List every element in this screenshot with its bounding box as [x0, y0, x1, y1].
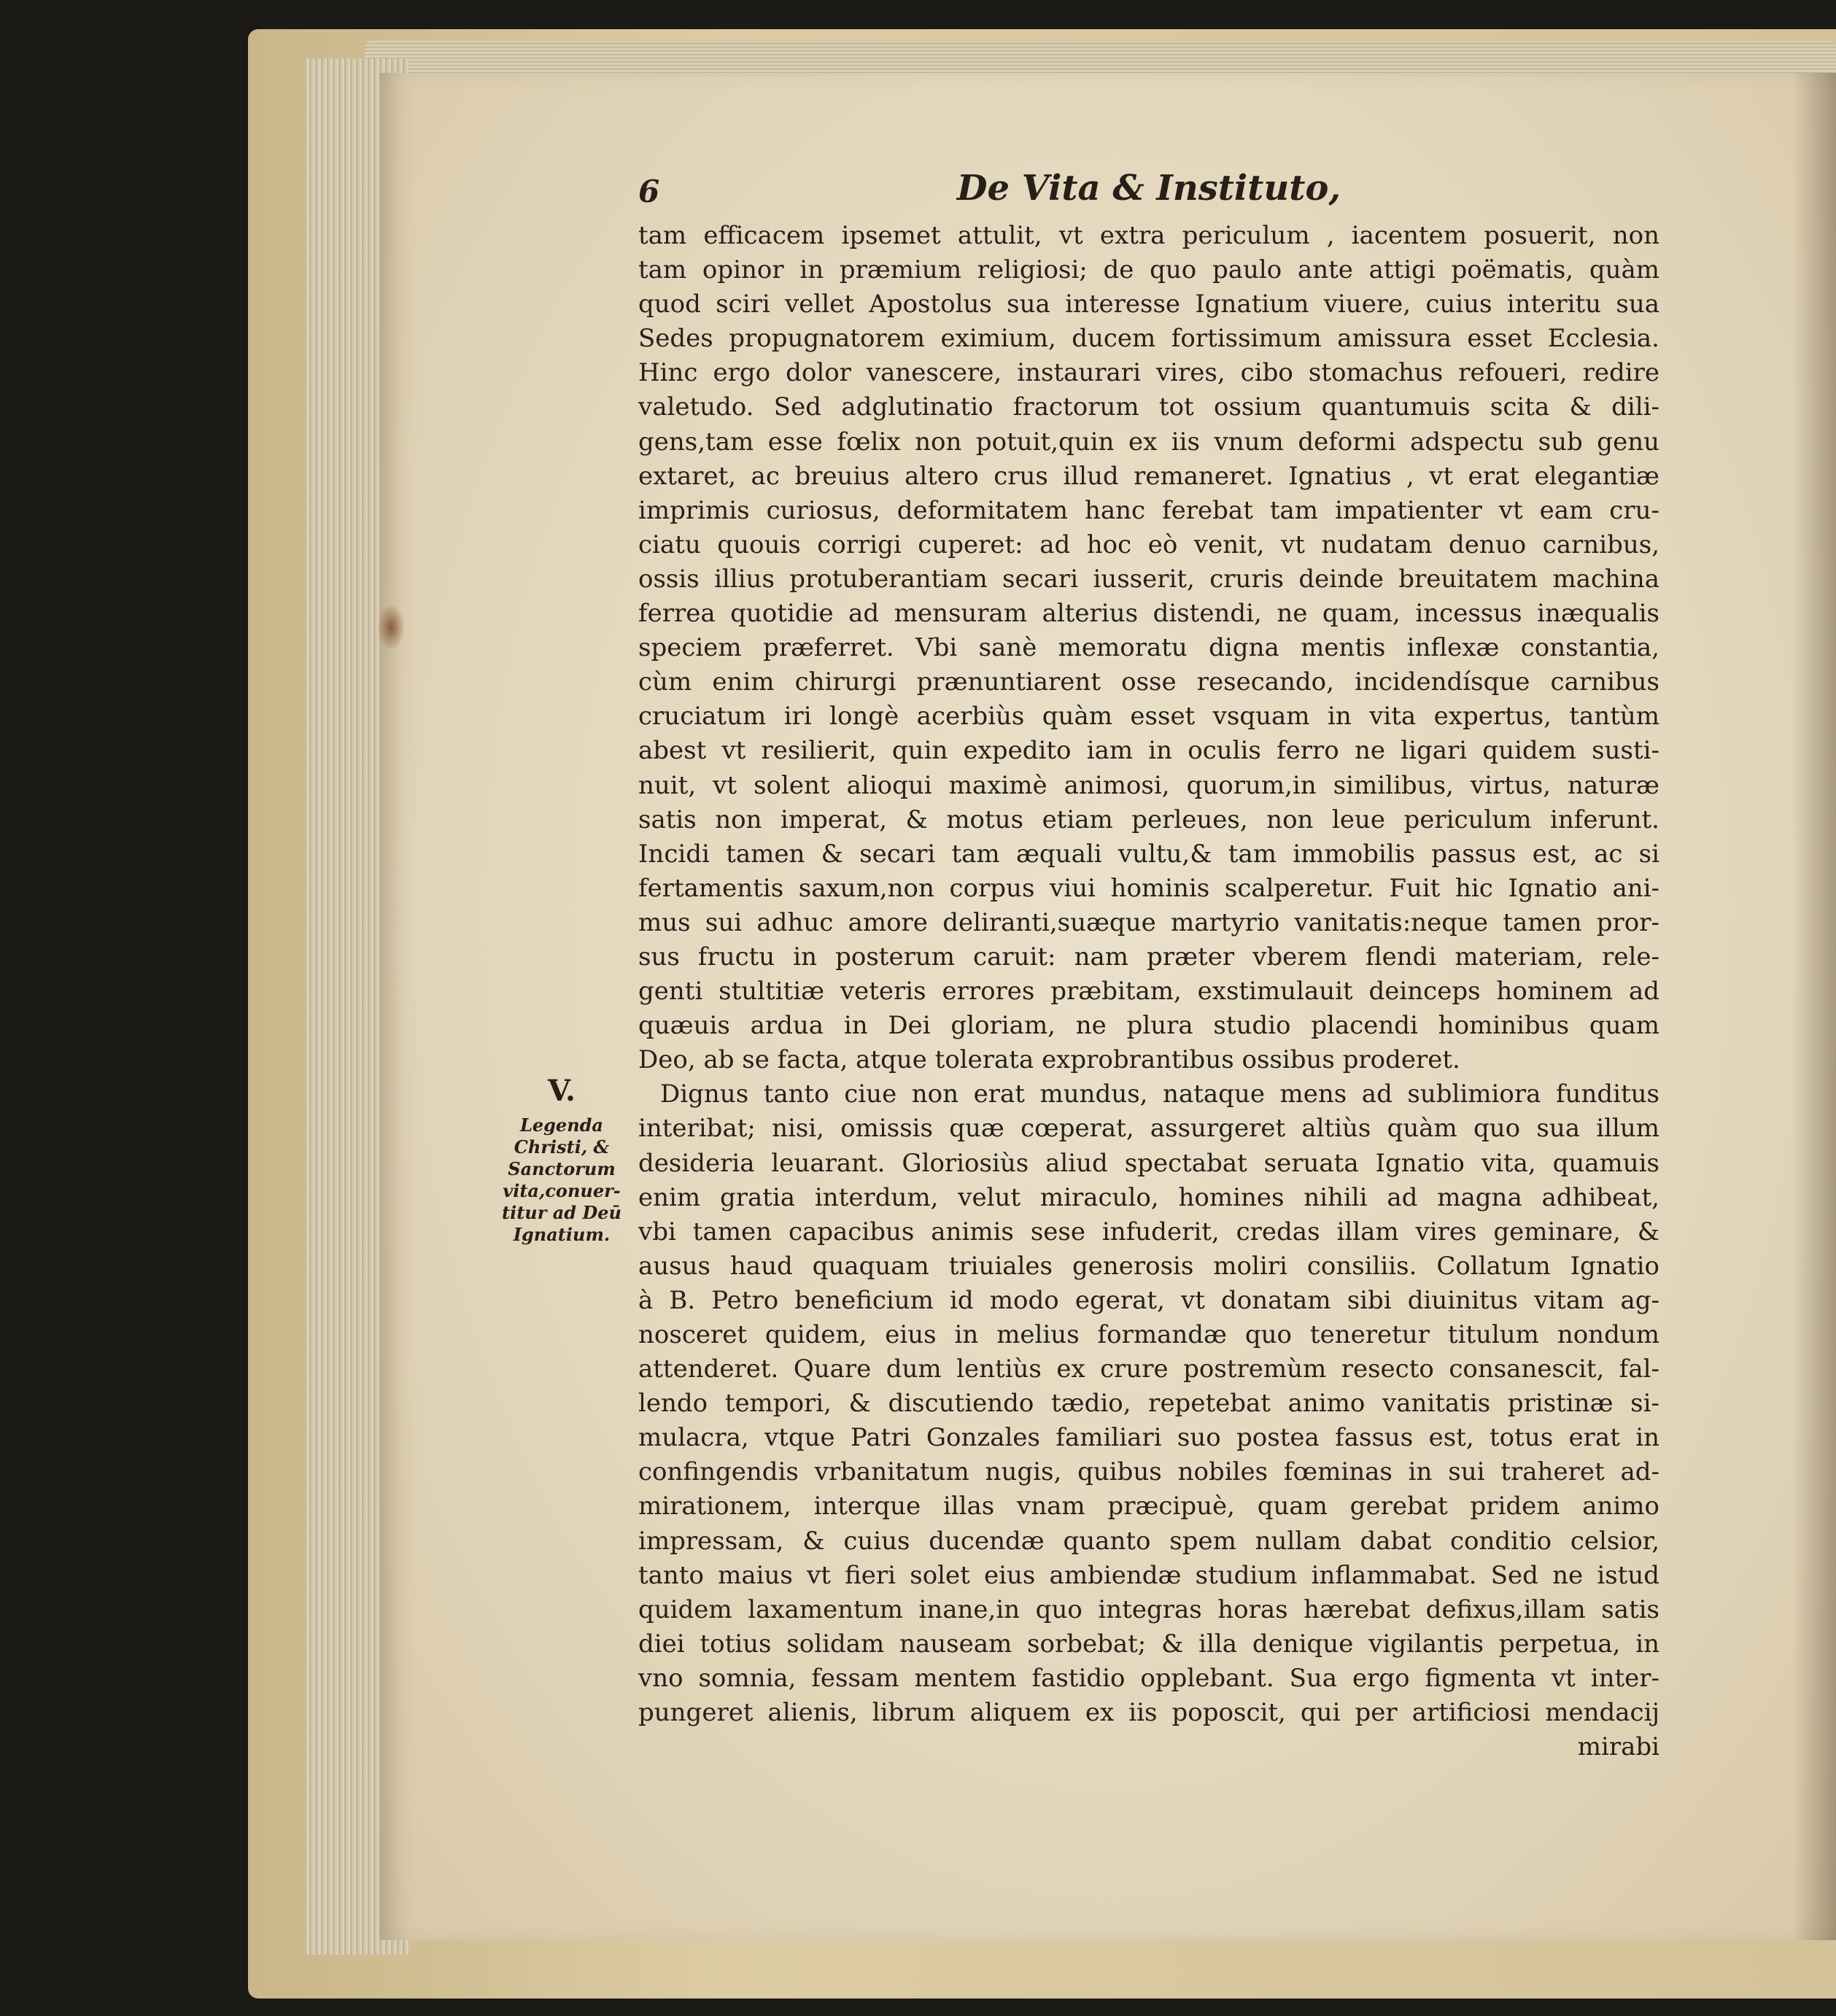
text-line: enim gratia interdum, velut miraculo, homines nihili ad magna adhibeat,: [638, 1182, 1659, 1212]
text-line: tanto maius vt fieri solet eius ambiendæ studium inflammabat. Sed ne istud: [638, 1560, 1659, 1590]
running-title: De Vita & Instituto,: [956, 168, 1341, 209]
text-line: speciem præferret. Vbi sanè memoratu digna mentis inflexæ constantia,: [638, 633, 1659, 663]
text-line: mirationem, interque illas vnam præcipuè, quam gerebat pridem animo: [638, 1492, 1659, 1521]
text-line: ausus haud quaquam triuiales generosis moliri consiliis. Collatum Ignatio: [638, 1251, 1659, 1281]
text-line: quod sciri vellet Apostolus sua interesse Ignatium viuere, cuius interitu sua: [638, 290, 1659, 319]
marginal-line: Christi, &: [514, 1136, 610, 1158]
text-line: ossis illius protuberantiam secari iusserit, cruris deinde breuitatem machina: [638, 564, 1659, 594]
text-line: à B. Petro beneficium id modo egerat, vt donatam sibi diuinitus vitam ag-: [638, 1285, 1659, 1315]
marginal-note: [492, 1072, 631, 1246]
text-line: quidem laxamentum inane,in quo integras horas hærebat defixus,illam satis: [638, 1594, 1659, 1624]
text-line: quæuis ardua in Dei gloriam, ne plura studio placendi hominibus quam: [638, 1011, 1659, 1041]
text-line: sus fructu in posterum caruit: nam præter vberem flendi materiam, rele-: [638, 942, 1659, 972]
text-line: diei totius solidam nauseam sorbebat; & illa denique vigilantis perpetua, in: [638, 1629, 1659, 1659]
text-line: cùm enim chirurgi prænuntiarent osse resecando, incidendísque carnibus: [638, 667, 1659, 697]
page-number: 6: [638, 174, 660, 209]
text-line: ferrea quotidie ad mensuram alterius distendi, ne quam, incessus inæqualis: [638, 599, 1659, 629]
running-head: [638, 160, 1659, 219]
marginal-line: vita,conuer-: [503, 1180, 621, 1201]
stain-mark: [378, 605, 404, 649]
marginal-note-text: [492, 1114, 631, 1246]
text-line: pungeret alienis, librum aliquem ex iis poposcit, qui per artificiosi mendacij: [638, 1698, 1659, 1728]
text-line: Incidi tamen & secari tam æquali vultu,& tam immobilis passus est, ac si: [638, 839, 1659, 869]
text-line: abest vt resilierit, quin expedito iam in oculis ferro ne ligari quidem susti-: [638, 736, 1659, 766]
text-line: Deo, ab se facta, atque tolerata exprobrantibus ossibus proderet.: [638, 1045, 1460, 1075]
catchword: mirabi: [1577, 1732, 1659, 1762]
marginal-line: Legenda: [520, 1114, 603, 1136]
text-line: extaret, ac breuius altero crus illud remaneret. Ignatius , vt erat elegantiæ: [638, 461, 1659, 491]
text-line: Dignus tanto ciue non erat mundus, nataque mens ad sublimiora funditus: [660, 1079, 1659, 1109]
text-line: vbi tamen capacibus animis sese infuderit, credas illam vires geminare, &: [638, 1217, 1659, 1247]
text-line: lendo tempori, & discutiendo tædio, repetebat animo vanitatis pristinæ si-: [638, 1389, 1659, 1419]
book-page: [379, 73, 1836, 1940]
text-line: Sedes propugnatorem eximium, ducem fortissimum amissura esset Ecclesia.: [638, 324, 1659, 354]
text-line: impressam, & cuius ducendæ quanto spem nullam dabat conditio celsior,: [638, 1526, 1659, 1556]
marginal-line: Sanctorum: [508, 1158, 616, 1179]
text-line: ciatu quouis corrigi cuperet: ad hoc eò venit, vt nudatam denuo carnibus,: [638, 530, 1659, 559]
text-line: mulacra, vtque Patri Gonzales familiari suo postea fassus est, totus erat in: [638, 1423, 1659, 1453]
text-line: mus sui adhuc amore deliranti,suæque martyrio vanitatis:neque tamen pror-: [638, 907, 1659, 937]
text-block: [638, 160, 1659, 1764]
text-line: fertamentis saxum,non corpus viui hominis scalperetur. Fuit hic Ignatio ani-: [638, 873, 1659, 903]
section-numeral: V.: [548, 1074, 576, 1108]
text-line: genti stultitiæ veteris errores præbitam, exstimulauit deinceps hominem ad: [638, 977, 1659, 1007]
text-line: attenderet. Quare dum lentiùs ex crure postremùm resecto consanescit, fal-: [638, 1354, 1659, 1384]
marginal-line: Ignatium.: [513, 1224, 611, 1245]
text-line: satis non imperat, & motus etiam perleues, non leue periculum inferunt.: [638, 805, 1659, 834]
text-line: confingendis vrbanitatum nugis, quibus nobiles fœminas in sui traheret ad-: [638, 1457, 1659, 1487]
text-line: interibat; nisi, omissis quæ cœperat, assurgeret altiùs quàm quo sua illum: [638, 1114, 1659, 1144]
text-line: nuit, vt solent alioqui maximè animosi, quorum,in similibus, virtus, naturæ: [638, 770, 1659, 800]
gutter-shadow: [1792, 73, 1836, 1940]
text-line: nosceret quidem, eius in melius formandæ quo teneretur titulum nondum: [638, 1320, 1659, 1349]
text-line: vno somnia, fessam mentem fastidio opplebant. Sua ergo figmenta vt inter-: [638, 1663, 1659, 1693]
text-line: desideria leuarant. Gloriosiùs aliud spectabat seruata Ignatio vita, quamuis: [638, 1148, 1659, 1178]
text-line: cruciatum iri longè acerbiùs quàm esset vsquam in vita expertus, tantùm: [638, 702, 1659, 732]
text-line: gens,tam esse fœlix non potuit,quin ex iis vnum deformi adspectu sub genu: [638, 427, 1659, 457]
text-line: Hinc ergo dolor vanescere, instaurari vires, cibo stomachus refoueri, redire: [638, 358, 1659, 388]
text-line: imprimis curiosus, deformitatem hanc ferebat tam impatienter vt eam cru-: [638, 495, 1659, 525]
text-line: valetudo. Sed adglutinatio fractorum tot ossium quantumuis scita & dili-: [638, 392, 1659, 422]
body-text: [638, 219, 1659, 1730]
marginal-line: titur ad Deū: [502, 1202, 621, 1223]
text-line: tam efficacem ipsemet attulit, vt extra periculum , iacentem posuerit, non: [638, 221, 1659, 250]
text-line: tam opinor in præmium religiosi; de quo paulo ante attigi poëmatis, quàm: [638, 255, 1659, 285]
